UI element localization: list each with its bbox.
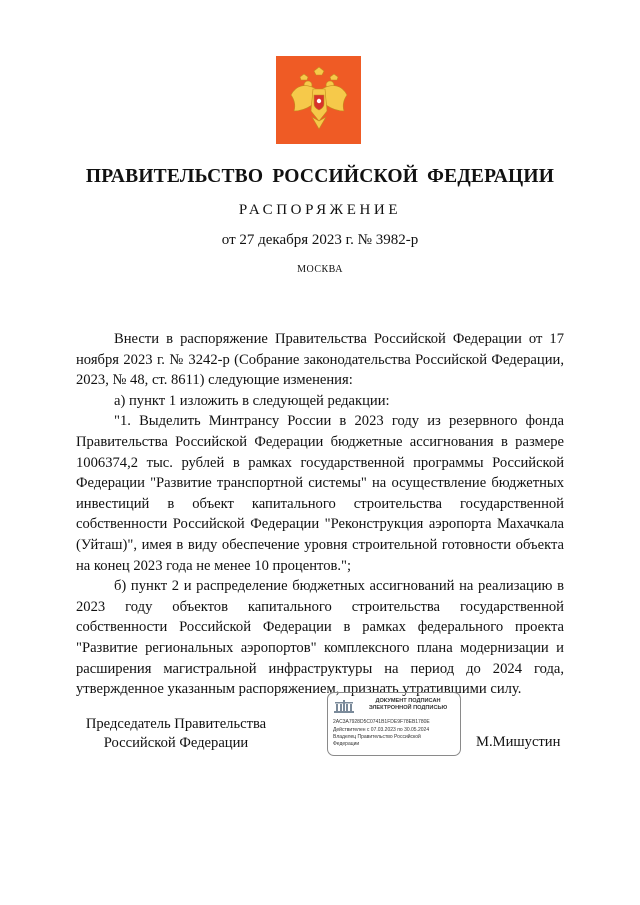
paragraph: а) пункт 1 изложить в следующей редакции:	[114, 392, 390, 409]
stamp-owner: Федерации	[333, 741, 360, 747]
paragraph: б) пункт 2 и распределение бюджетных ассигнований на реализацию в 2023 году объектов капитального строительства государственной собственности Российской Федерации в рамках федерального проекта "Развитие региональных аэропортов" комплексного плана модернизации и расширения магистральной инфраструктуры на период до 2024 года, утвержденное указанным распоряжением, признать утратившими силу.	[76, 578, 564, 698]
paragraph: "1. Выделить Минтрансу России в 2023 году из резервного фонда Правительства Российской Федерации бюджетные ассигнования в размере 1006374,2 тыс. рублей в рамках государственной программы Российской Федерации "Развитие транспортной системы" на осуществление бюджетных инвестиций в объект капитального строительства государственной собственности Российской Федерации "Реконструкция аэропорта Махачкала (Уйташ)", имея в виду обеспечение уровня строительной готовности объекта на конец 2023 года не менее 10 процентов.";	[76, 413, 564, 574]
government-building-icon	[333, 698, 355, 714]
signatory-position-line: Председатель Правительства	[85, 716, 267, 732]
stamp-serial: 2AC3A7928D5C0741B1FDE9F78EB1780E	[333, 719, 430, 725]
stamp-title	[356, 698, 460, 712]
double-headed-eagle-icon	[288, 65, 350, 135]
document-city: МОСКВА	[297, 264, 343, 275]
signatory-name: М.Мишустин	[476, 734, 561, 750]
document-type: РАСПОРЯЖЕНИЕ	[238, 202, 402, 218]
document-body	[76, 329, 564, 700]
government-title: ПРАВИТЕЛЬСТВО РОССИЙСКОЙ ФЕДЕРАЦИИ	[85, 166, 555, 187]
electronic-signature-stamp	[327, 692, 461, 756]
document-date-number: от 27 декабря 2023 г. № 3982-р	[221, 232, 419, 248]
stamp-owner: Владелец Правительство Российской	[333, 734, 421, 740]
russian-coat-of-arms-emblem	[276, 56, 361, 144]
paragraph: Внести в распоряжение Правительства Российской Федерации от 17 ноября 2023 г. № 3242-р (Собрание законодательства Российской Федерации, 2023, № 48, ст. 8611) следующие изменения:	[76, 331, 564, 389]
stamp-title-line: ЭЛЕКТРОННОЙ ПОДПИСЬЮ	[368, 705, 448, 711]
signatory-position-line: Российской Федерации	[103, 735, 249, 751]
stamp-title-line: ДОКУМЕНТ ПОДПИСАН	[375, 698, 441, 704]
stamp-validity: Действителен с 07.03.2023 по 30.05.2024	[333, 727, 430, 733]
signatory-position	[76, 715, 276, 753]
